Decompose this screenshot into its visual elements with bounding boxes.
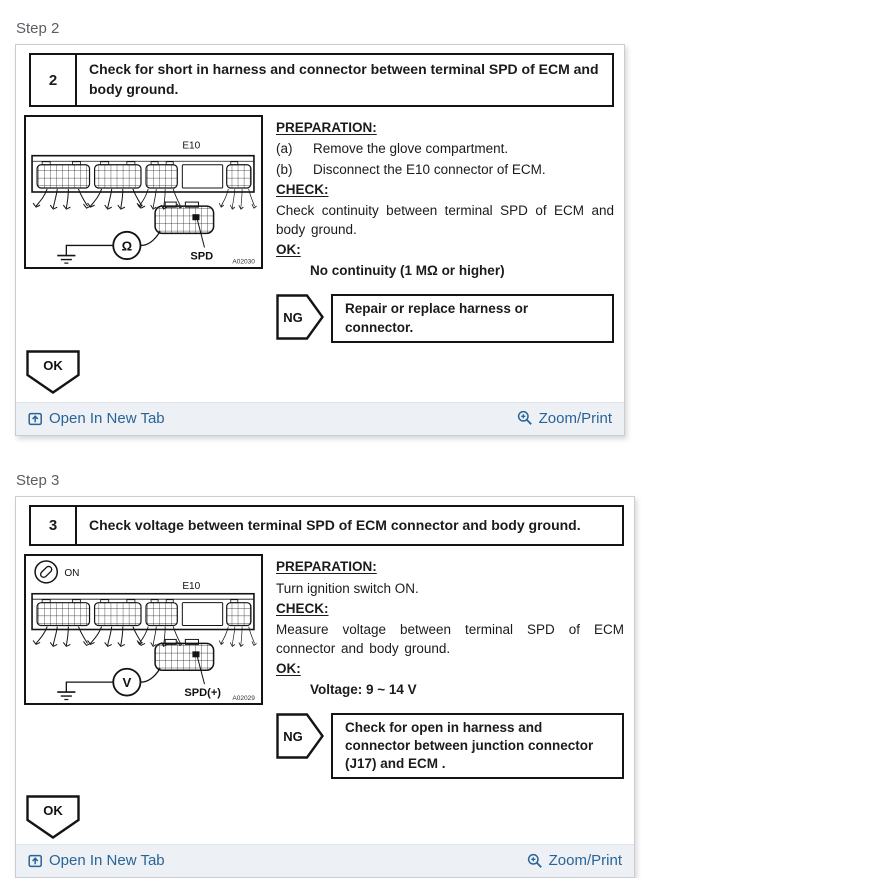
item-text: Disconnect the E10 connector of ECM. (313, 161, 546, 177)
figure-code: A02030 (232, 258, 255, 266)
check-heading: CHECK: (276, 600, 329, 616)
terminal-label: SPD (190, 250, 214, 263)
ng-action-text: Repair or replace harness or connector. (345, 301, 529, 335)
ground-symbol (57, 246, 113, 264)
connector-name-label: E10 (182, 140, 201, 152)
spd-terminal-pin (192, 652, 199, 658)
ng-label: NG (283, 728, 303, 744)
check-text: Check continuity between terminal SPD of ECM and body ground. (276, 202, 614, 237)
meter-symbol: V (122, 675, 132, 691)
zoom-print-label: Zoom/Print (548, 852, 622, 870)
ng-action-text: Check for open in harness and connector between junction connector (J17) and ECM . (345, 719, 594, 771)
item-text: Remove the glove compartment. (313, 141, 509, 157)
ng-label: NG (283, 310, 303, 326)
step-label: Step 2 (16, 20, 60, 37)
ng-arrow-shape (276, 294, 324, 340)
open-in-new-tab-icon (28, 853, 43, 868)
procedure-body (24, 115, 614, 343)
open-in-new-tab-label: Open In New Tab (49, 852, 165, 870)
check-text: Measure voltage between terminal SPD of ECM connector and body ground. (276, 621, 624, 657)
ignition-key-icon (35, 561, 57, 583)
figure-code: A02029 (232, 695, 255, 703)
voltmeter (113, 669, 140, 696)
ground-symbol (57, 683, 113, 700)
ok-criteria: Voltage: 9 ~ 14 V (310, 682, 417, 698)
terminal-label: SPD(+) (184, 687, 222, 700)
connector-name-label: E10 (182, 581, 201, 593)
procedure-header (29, 53, 614, 107)
preparation-heading: PREPARATION: (276, 120, 377, 136)
item-bullet: (a) (276, 141, 293, 157)
procedure-title: Check voltage between terminal SPD of ECM connector and body ground. (89, 516, 581, 533)
procedure-header (29, 505, 624, 547)
enlarged-connector (141, 640, 214, 685)
ok-criteria: No continuity (1 MΩ or higher) (310, 263, 505, 279)
ok-branch (26, 795, 634, 839)
ng-action-box (331, 713, 624, 780)
check-heading: CHECK: (276, 181, 329, 197)
ecm-unit (32, 594, 254, 630)
preparation-heading: PREPARATION: (276, 559, 377, 575)
zoom-print-link[interactable] (527, 852, 622, 869)
ng-branch (276, 713, 624, 780)
card-footer (16, 844, 634, 877)
procedure-body (24, 554, 624, 779)
ohmmeter (113, 232, 140, 259)
zoom-icon (517, 410, 533, 426)
step-card-3 (15, 496, 635, 878)
preparation-item (276, 139, 614, 158)
step-label: Step 3 (16, 471, 60, 489)
zoom-icon (527, 853, 543, 869)
ng-action-box (331, 294, 614, 342)
open-in-new-tab-label: Open In New Tab (49, 409, 165, 427)
procedure-title: Check for short in harness and connector between terminal SPD of ECM and body ground. (89, 61, 599, 97)
ok-branch (26, 350, 624, 394)
ecm-connector-diagram (26, 556, 261, 703)
ok-heading: OK: (276, 661, 301, 677)
wiring-diagram (24, 554, 263, 705)
item-bullet: (b) (276, 161, 293, 177)
ok-arrow-shape (26, 350, 80, 394)
step-card-2 (15, 44, 625, 436)
ok-label: OK (43, 803, 63, 819)
preparation-item (276, 160, 614, 179)
ok-label: OK (43, 357, 63, 373)
enlarged-connector (141, 202, 214, 247)
ng-arrow-shape (276, 713, 324, 759)
preparation-item: Turn ignition switch ON. (276, 580, 419, 596)
open-in-new-tab-link[interactable] (28, 852, 165, 869)
meter-symbol: Ω (121, 238, 133, 254)
ng-branch (276, 294, 614, 342)
instructions-column (276, 115, 614, 343)
spd-terminal-pin (192, 214, 199, 220)
open-in-new-tab-link[interactable] (28, 410, 165, 427)
ecm-unit (32, 156, 254, 192)
procedure-number: 3 (31, 507, 77, 545)
wiring-diagram (24, 115, 263, 269)
instructions-column (276, 554, 624, 779)
zoom-print-label: Zoom/Print (538, 409, 612, 427)
card-footer (16, 402, 624, 435)
ecm-connector-diagram (26, 117, 261, 267)
zoom-print-link[interactable] (517, 410, 612, 427)
ok-arrow-shape (26, 795, 80, 839)
procedure-number: 2 (31, 55, 77, 105)
ignition-state-label: ON (64, 568, 80, 580)
ok-heading: OK: (276, 242, 301, 258)
open-in-new-tab-icon (28, 411, 43, 426)
